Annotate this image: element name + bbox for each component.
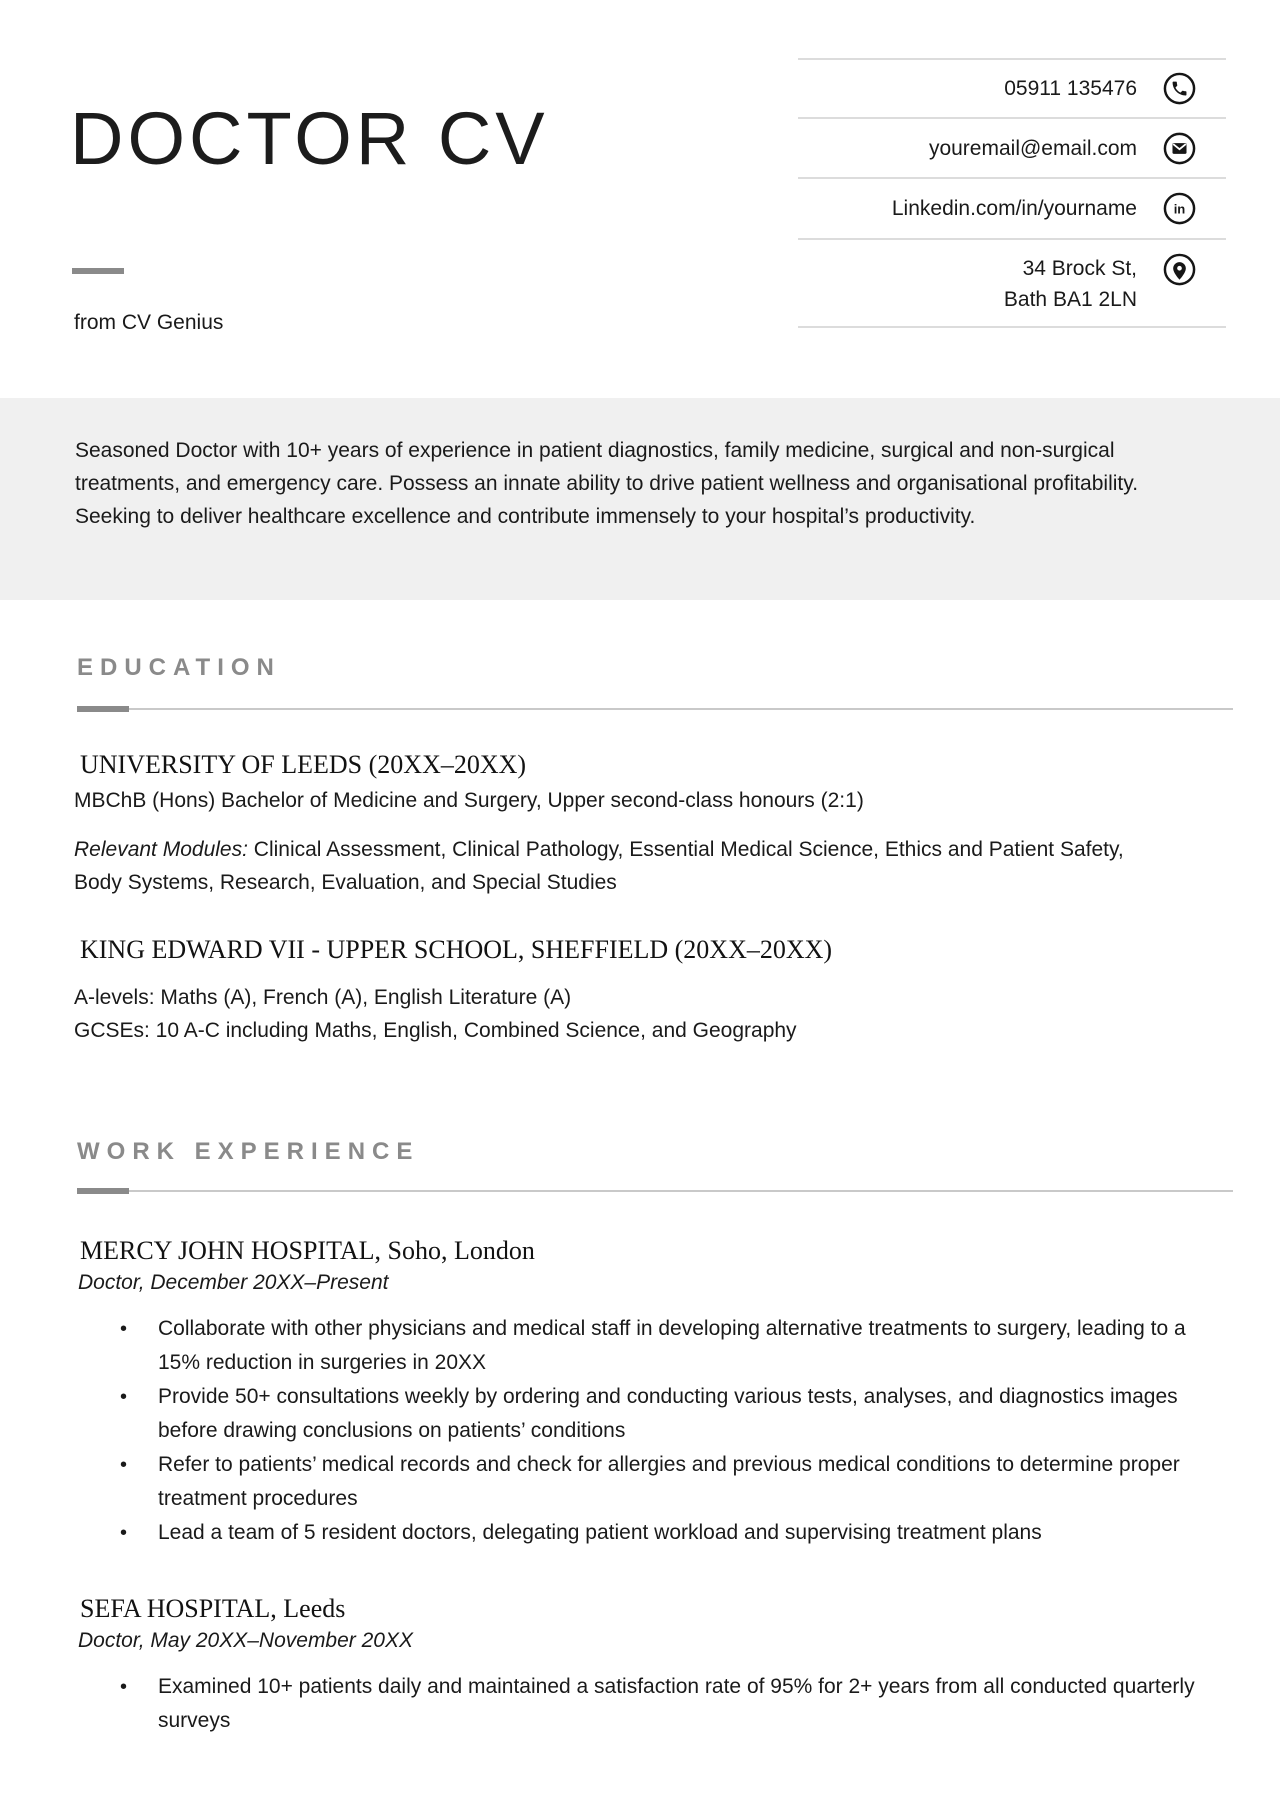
education-institution: UNIVERSITY OF LEEDS (20XX–20XX) (80, 750, 527, 779)
job-bullet: • Lead a team of 5 resident doctors, delegating patient workload and supervising treatment plans (120, 1516, 1220, 1550)
header (0, 0, 1280, 398)
education-section (0, 656, 1280, 1047)
contact-row-linkedin (798, 177, 1226, 238)
professional-summary: Seasoned Doctor with 10+ years of experience in patient diagnostics, family medicine, surgical and non-surgical treatments, and emergency care. Possess an innate ability to drive patient wellness and organisational profitability. Seeking to deliver healthcare excellence and contribute immensely to your hospital’s productivity. (0, 398, 1280, 600)
svg-text:in: in (1173, 201, 1186, 217)
divider-accent-segment (77, 1188, 129, 1194)
phone-number: 05911 135476 (1004, 77, 1137, 100)
modules-label: Relevant Modules: (74, 838, 248, 861)
education-results (74, 981, 1160, 1047)
section-divider (77, 1188, 1233, 1194)
job-bullet-list (120, 1312, 1220, 1550)
a-levels-line: A-levels: Maths (A), French (A), English Literature (A) (74, 986, 572, 1009)
education-institution: KING EDWARD VII - UPPER SCHOOL, SHEFFIELD (20XX–20XX) (80, 935, 833, 964)
job-bullet-list (120, 1670, 1220, 1738)
contact-row-phone (798, 58, 1226, 117)
job-bullet: • Provide 50+ consultations weekly by ordering and conducting various tests, analyses, and diagnostics images before drawing conclusions on patients’ conditions (120, 1380, 1220, 1448)
section-divider (77, 706, 1233, 712)
job-title-dates: Doctor, May 20XX–November 20XX (78, 1629, 413, 1652)
education-heading: EDUCATION (77, 654, 281, 681)
employer-name: SEFA HOSPITAL, Leeds (80, 1594, 346, 1623)
gcse-line: GCSEs: 10 A-C including Maths, English, Combined Science, and Geography (74, 1019, 797, 1042)
linkedin-url: Linkedin.com/in/yourname (891, 197, 1137, 220)
education-modules (74, 833, 1160, 899)
job-title-dates: Doctor, December 20XX–Present (78, 1271, 389, 1294)
job-bullet: • Refer to patients’ medical records and check for allergies and previous medical conditions to determine proper treatment procedures (120, 1448, 1220, 1516)
divider-accent-segment (77, 706, 129, 712)
title-accent-dash (72, 268, 124, 274)
work-experience-section (0, 1140, 1280, 1738)
contact-row-address (798, 238, 1226, 326)
job-bullet: • Collaborate with other physicians and medical staff in developing alternative treatments to surgery, leading to a 15% reduction in surgeries in 20XX (120, 1312, 1220, 1380)
employer-name: MERCY JOHN HOSPITAL, Soho, London (80, 1236, 535, 1265)
divider-line (77, 708, 1233, 710)
email-icon (1163, 132, 1196, 165)
address-line-1: 34 Brock St, (1022, 257, 1137, 280)
postal-address (1004, 253, 1137, 315)
modules-list: Clinical Assessment, Clinical Pathology, Essential Medical Science, Ethics and Patient Safety, Body Systems, Research, Evaluation, and Special Studies (74, 838, 1124, 894)
page-title: DOCTOR CV (70, 97, 549, 180)
location-icon (1163, 253, 1196, 286)
byline: from CV Genius (74, 311, 224, 334)
linkedin-icon (1163, 192, 1196, 225)
work-experience-heading: WORK EXPERIENCE (77, 1138, 420, 1165)
phone-icon (1163, 72, 1196, 105)
contact-row-email (798, 117, 1226, 177)
address-line-2: Bath BA1 2LN (1003, 288, 1137, 311)
email-address: youremail@email.com (928, 136, 1137, 160)
contact-block (798, 58, 1226, 328)
education-degree: MBChB (Hons) Bachelor of Medicine and Surgery, Upper second-class honours (2:1) (74, 789, 864, 812)
divider-line (77, 1190, 1233, 1192)
job-bullet: • Examined 10+ patients daily and maintained a satisfaction rate of 95% for 2+ years from all conducted quarterly surveys (120, 1670, 1220, 1738)
